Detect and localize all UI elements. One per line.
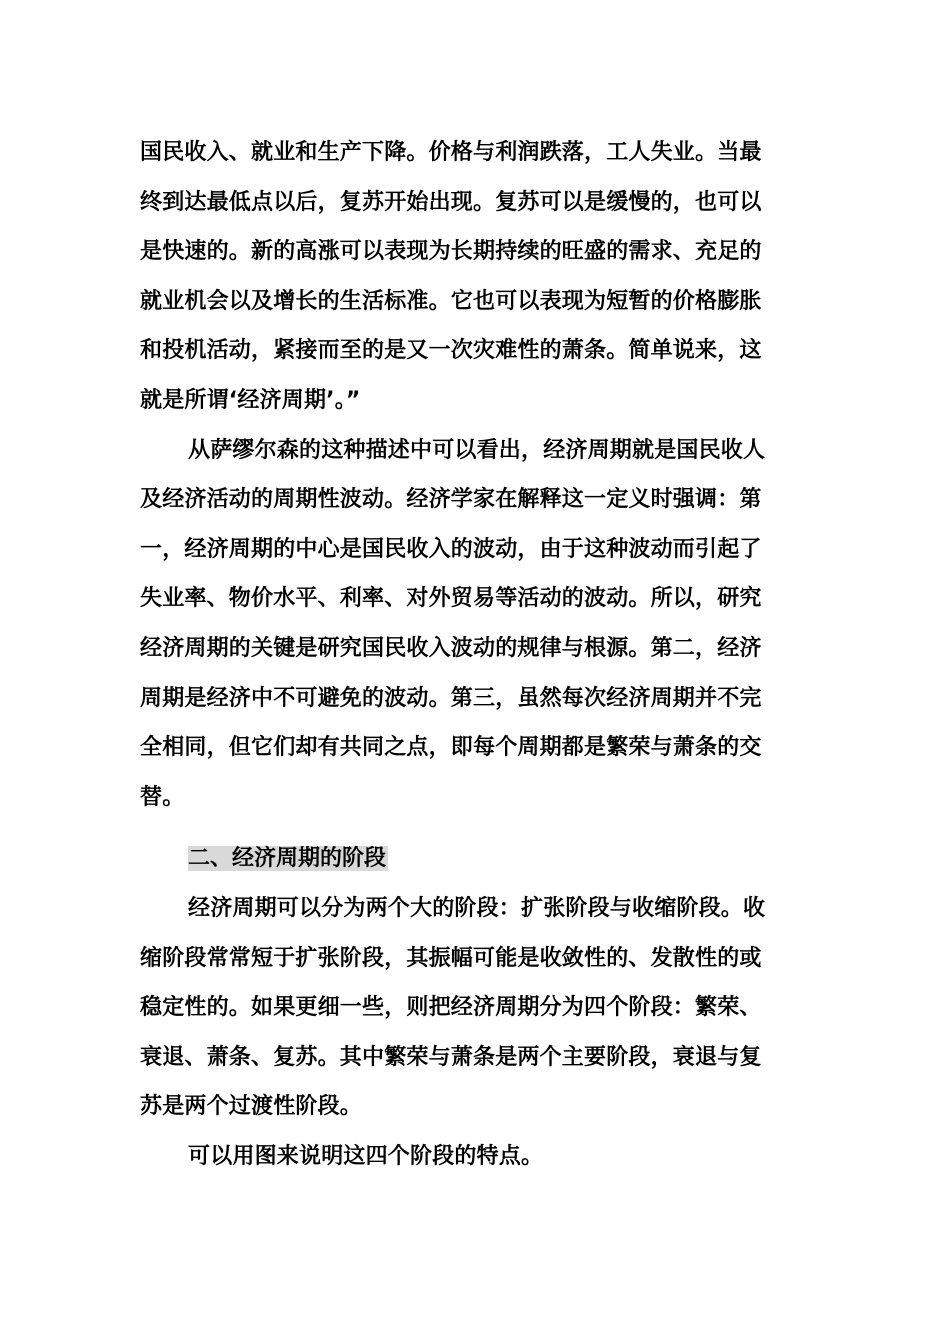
text-line: 可以用图来说明这四个阶段的特点。: [188, 1143, 544, 1169]
text-line: 就业机会以及增长的生活标准。它也可以表现为短暂的价格膨胀: [140, 288, 762, 314]
section-heading-container: [140, 834, 812, 884]
text-line: 和投机活动，紧接而至的是又一次灾难性的萧条。简单说来，这: [140, 338, 762, 364]
text-line: 经济周期可以分为两个大的阶段：扩张阶段与收缩阶段。收: [188, 895, 766, 921]
text-line: 稳定性的。如果更细一些，则把经济周期分为四个阶段：繁荣、: [140, 995, 762, 1021]
text-line: 是快速的。新的高涨可以表现为长期持续的旺盛的需求、充足的: [140, 239, 762, 265]
paragraph-quote-ending: [140, 128, 812, 426]
text-line: 经济周期的关键是研究国民收入波动的规律与根源。第二，经济: [140, 635, 762, 661]
text-line: 全相同，但它们却有共同之点，即每个周期都是繁荣与萧条的交: [140, 735, 762, 761]
text-line: 从萨缪尔森的这种描述中可以看出，经济周期就是国民收人: [188, 437, 766, 463]
text-line: 缩阶段常常短于扩张阶段，其振幅可能是收敛性的、发散性的或: [140, 945, 762, 971]
text-line: 及经济活动的周期性波动。经济学家在解释这一定义时强调：第: [140, 487, 762, 513]
paragraph-figure-intro: [140, 1132, 812, 1182]
text-line: 终到达最低点以后，复苏开始出现。复苏可以是缓慢的，也可以: [140, 189, 762, 215]
paragraph-definition: [140, 426, 812, 823]
text-line: 一，经济周期的中心是国民收入的波动，由于这种波动而引起了: [140, 536, 762, 562]
text-line: 就是所谓‘经济周期’。”: [140, 387, 361, 413]
text-line: 周期是经济中不可避免的波动。第三，虽然每次经济周期并不完: [140, 685, 762, 711]
text-line: 失业率、物价水平、利率、对外贸易等活动的波动。所以，研究: [140, 586, 762, 612]
document-page: [140, 128, 812, 1181]
paragraph-stages: [140, 884, 812, 1132]
text-line: 衰退、萧条、复苏。其中繁荣与萧条是两个主要阶段，衰退与复: [140, 1044, 762, 1070]
text-line: 苏是两个过渡性阶段。: [140, 1094, 363, 1120]
text-line: 国民收入、就业和生产下降。价格与利润跌落，工人失业。当最: [140, 140, 762, 165]
section-heading: 二、经济周期的阶段: [188, 846, 387, 872]
text-line: 替。: [140, 784, 185, 810]
